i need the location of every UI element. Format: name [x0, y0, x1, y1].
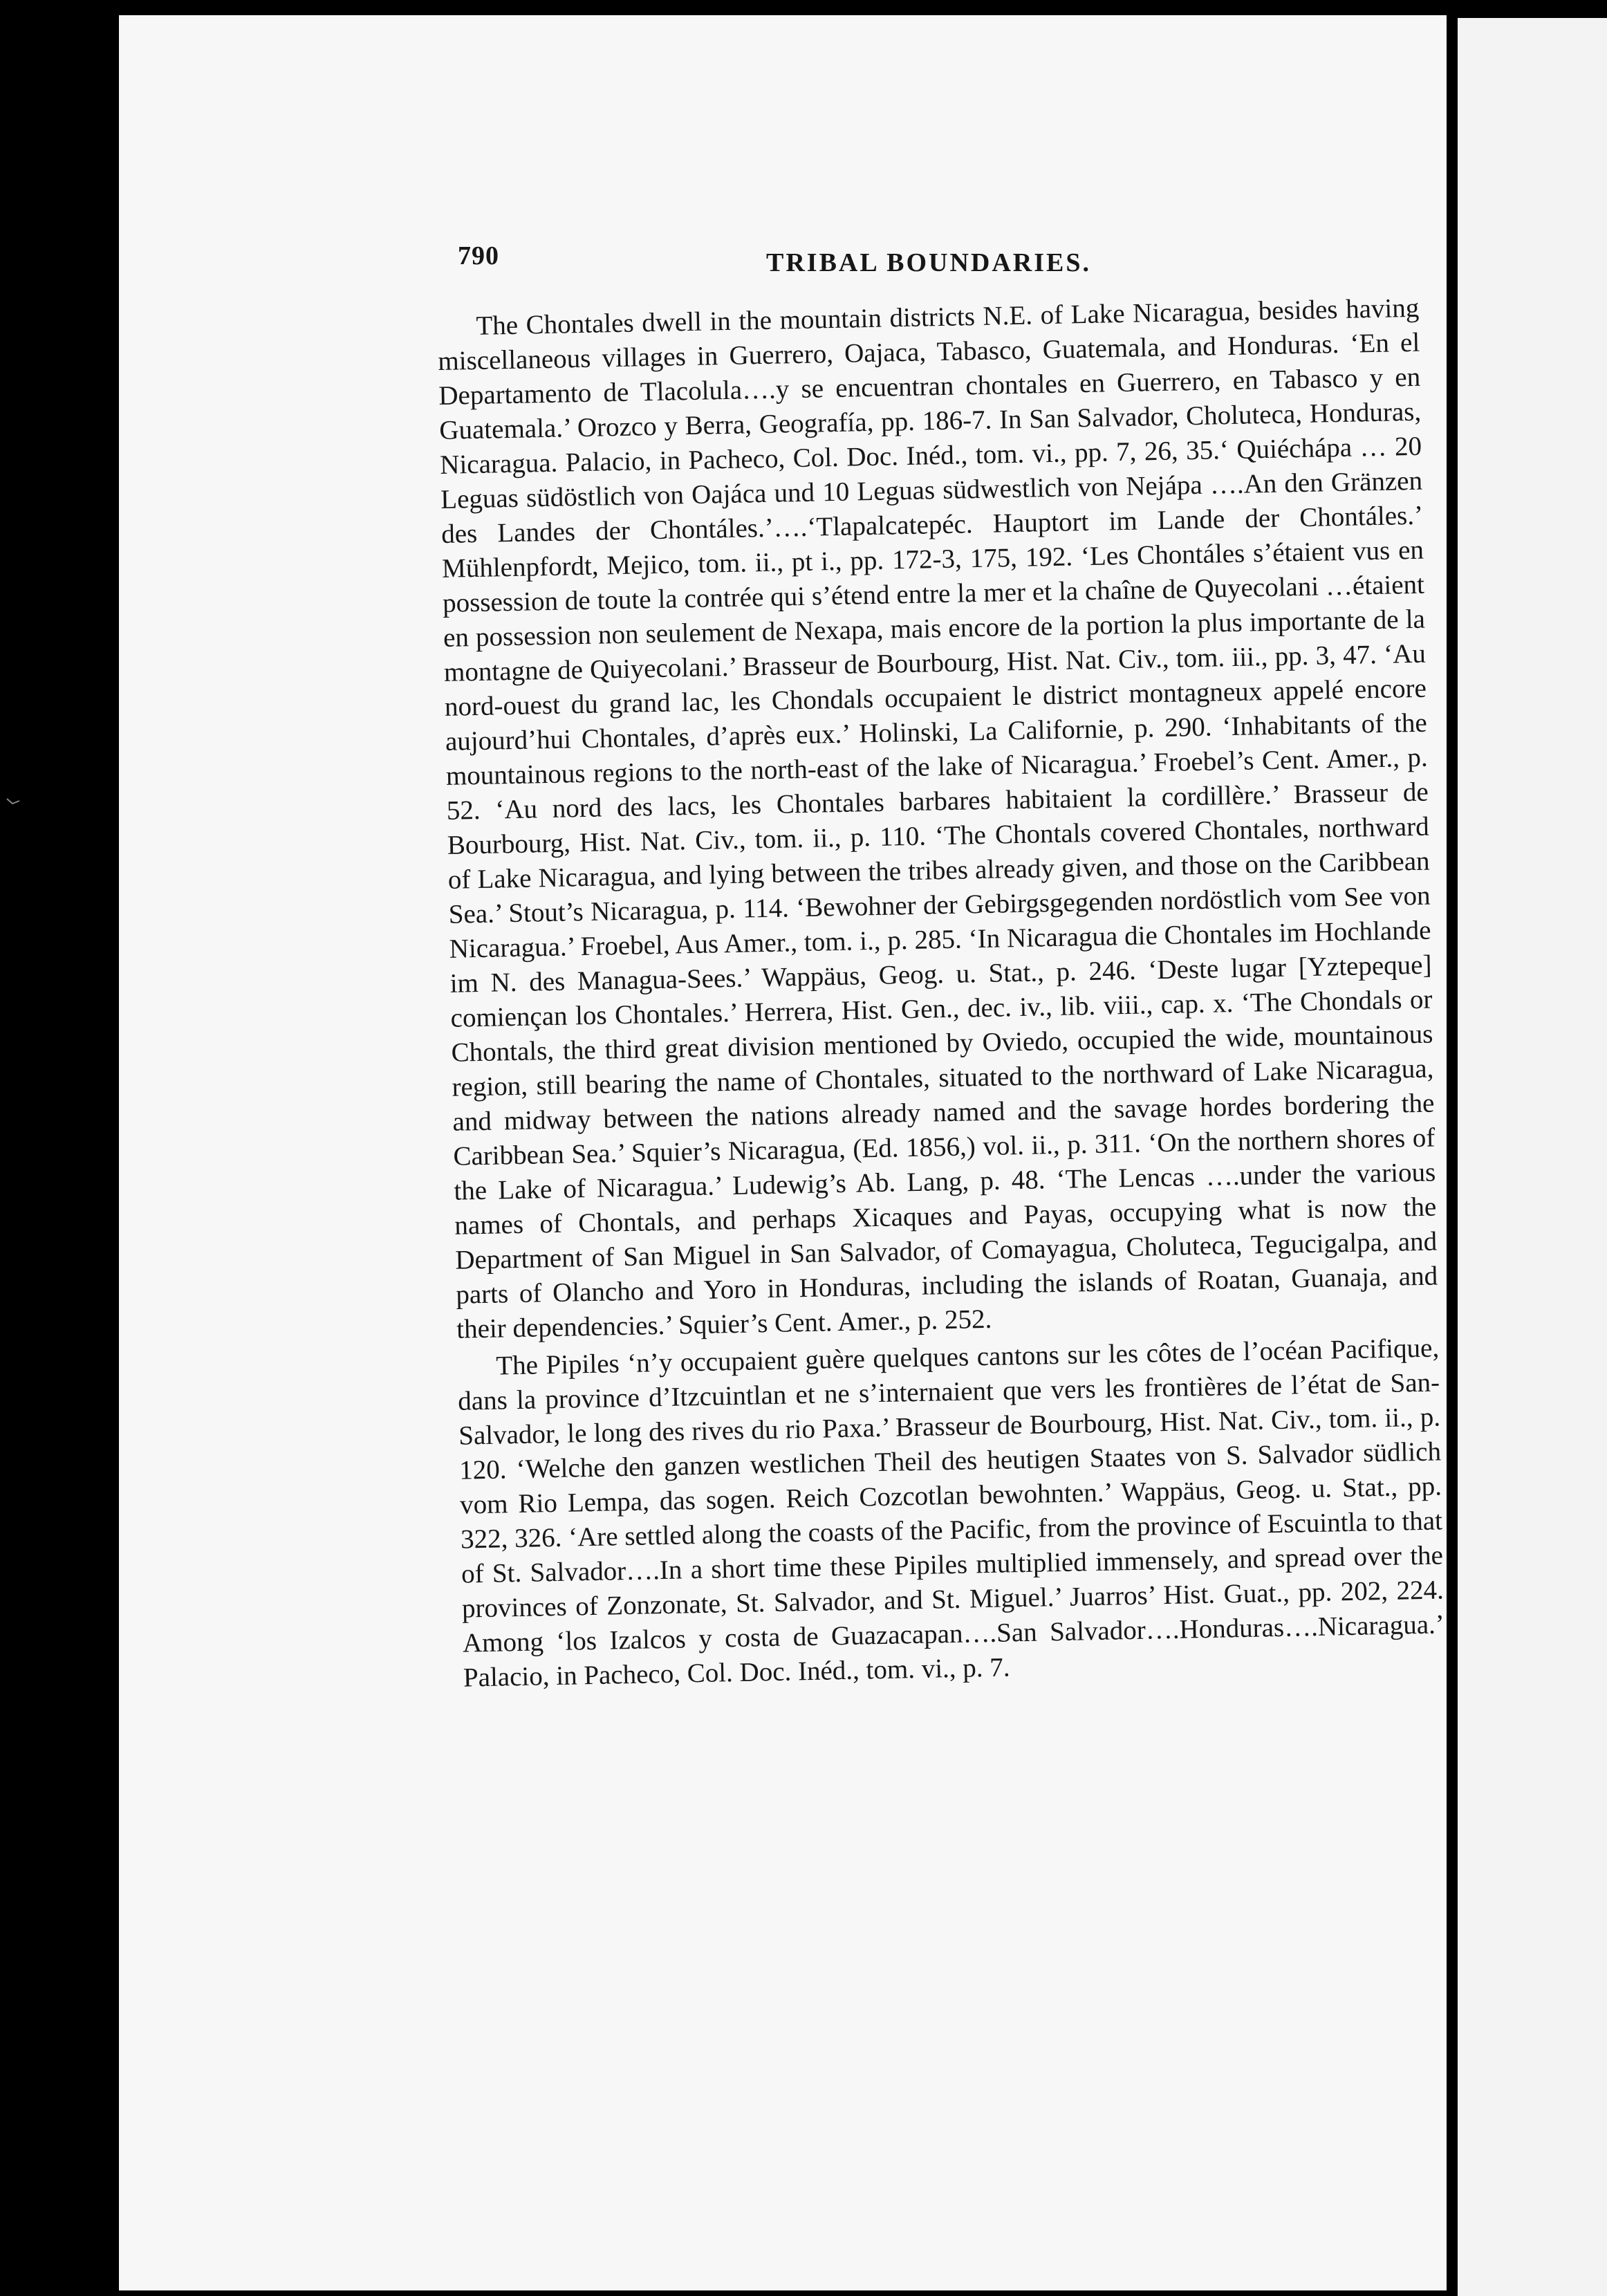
book-page	[119, 15, 1447, 2290]
paragraph-pipiles: The Pipiles ‘n’y occupaient guère quelques cantons sur les côtes de l’océan Pacifique, dans la province d’Itzcuintlan et ne s’internaient que vers les frontières de l’état de San-Salvador, le long des rives du rio Paxa.’ Brasseur de Bourbourg, Hist. Nat. Civ., tom. ii., p. 120. ‘Welche den ganzen westlichen Theil des heutigen Staates von S. Salvador südlich vom Rio Lempa, das sogen. Reich Cozcotlan bewohnten.’ Wappäus, Geog. u. Stat., pp. 322, 326. ‘Are settled along the coasts of the Pacific, from the province of Escuintla to that of St. Salvador….In a short time these Pipiles multiplied immensely, and spread over the provinces of Zonzonate, St. Salvador, and St. Miguel.’ Juarros’ Hist. Guat., pp. 202, 224. Among ‘los Izalcos y costa de Guazacapan….San Salvador….Honduras….Nicaragua.’ Palacio, in Pacheco, Col. Doc. Inéd., tom. vi., p. 7.	[457, 1333, 1445, 1693]
paragraph-chontales: The Chontales dwell in the mountain districts N.E. of Lake Nicaragua, besides having miscellaneous villages in Guerrero, Oajaca, Tabasco, Guatemala, and Honduras. ‘En el Departamento de Tlacolula….y se encuentran chontales en Guerrero, en Tabasco y en Guatemala.’ Orozco y Berra, Geografía, pp. 186-7. In San Salvador, Choluteca, Honduras, Nicaragua. Palacio, in Pacheco, Col. Doc. Inéd., tom. vi., pp. 7, 26, 35.‘ Quiéchápa … 20 Leguas südöstlich von Oajáca und 10 Leguas südwestlich von Nejápa ….An den Gränzen des Landes der Chontáles.’….‘Tlapalcatepéc. Hauptort im Lande der Chontáles.’ Mühlenpfordt, Mejico, tom. ii., pt i., pp. 172-3, 175, 192. ‘Les Chontáles s’étaient vus en possession de toute la contrée qui s’étend entre la mer et la chaîne de Quyecolani …étaient en possession non seulement de Nexapa, mais encore de la portion la plus importante de la montagne de Quiyecolani.’ Brasseur de Bourbourg, Hist. Nat. Civ., tom. iii., pp. 3, 47. ‘Au nord-ouest du grand lac, les Chondals occupaient le district montagneux appelé encore aujourd’hui Chontales, d’après eux.’ Holinski, La Californie, p. 290. ‘Inhabitants of the mountainous regions to the north-east of the lake of Nicaragua.’ Froebel’s Cent. Amer., p. 52. ‘Au nord des lacs, les Chontales barbares habitaient la cordillère.’ Brasseur de Bourbourg, Hist. Nat. Civ., tom. ii., p. 110. ‘The Chontals covered Chontales, northward of Lake Nicaragua, and lying between the tribes already given, and those on the Caribbean Sea.’ Stout’s Nicaragua, p. 114. ‘Bewohner der Gebirgsgegenden nordöstlich vom See von Nicaragua.’ Froebel, Aus Amer., tom. i., p. 285. ‘In Nicaragua die Chontales im Hochlande im N. des Managua-Sees.’ Wappäus, Geog. u. Stat., p. 246. ‘Deste lugar [Yztepeque] comiençan los Chontales.’ Herrera, Hist. Gen., dec. iv., lib. viii., cap. x. ‘The Chondals or Chontals, the third great division mentioned by Oviedo, occupied the wide, mountainous region, still bearing the name of Chontales, situated to the northward of Lake Nicaragua, and midway between the nations already named and the savage hordes bordering the Caribbean Sea.’ Squier’s Nicaragua, (Ed. 1856,) vol. ii., p. 311. ‘On the northern shores of the Lake of Nicaragua.’ Ludewig’s Ab. Lang, p. 48. ‘The Lencas ….under the various names of Chontals, and perhaps Xicaques and Payas, occupying what is now the Department of San Miguel in San Salvador, of Comayagua, Choluteca, Tegucigalpa, and parts of Olancho and Yoro in Honduras, including the islands of Roatan, Guanaja, and their dependencies.’ Squier’s Cent. Amer., p. 252.	[438, 293, 1438, 1344]
running-head	[299, 234, 1281, 289]
scan-mark-icon	[6, 797, 21, 806]
adjacent-page-edge	[1458, 18, 1607, 2296]
page-content	[299, 234, 1445, 1693]
body-text	[437, 291, 1445, 1696]
running-title: TRIBAL BOUNDARIES.	[766, 248, 1091, 277]
page-number: 790	[458, 241, 499, 270]
